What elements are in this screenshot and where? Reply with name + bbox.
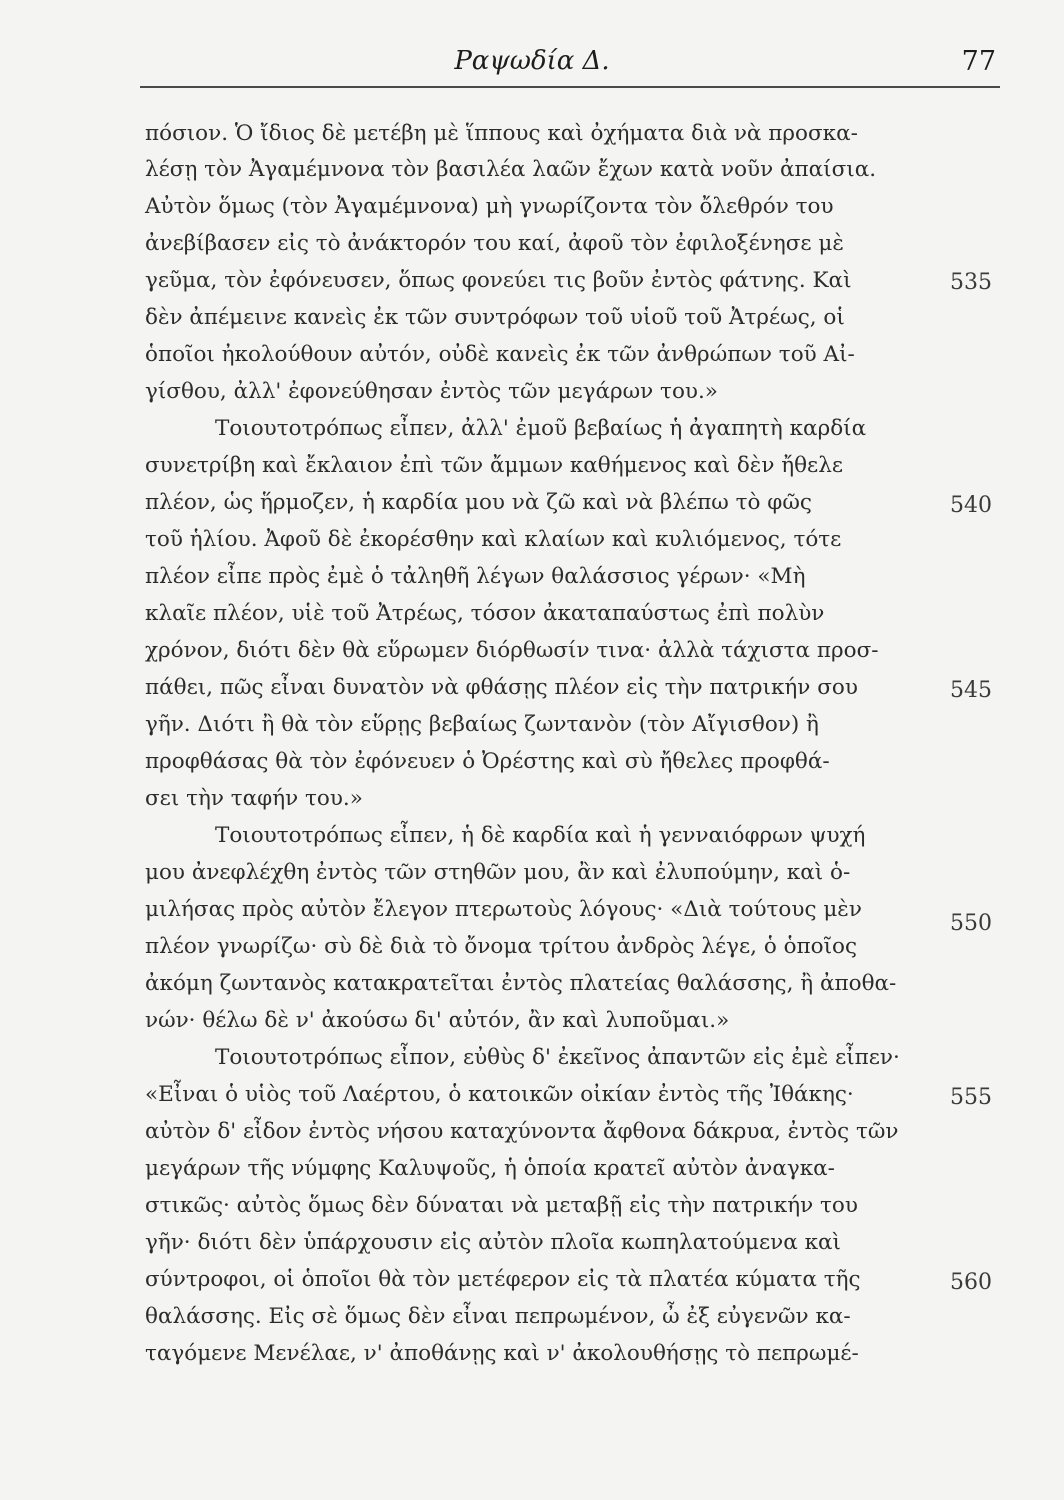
text-line: σύντροφοι, οἱ ὁποῖοι θὰ τὸν μετέφερον εἰς τὰ πλατέα κύματα τῆς <box>145 1267 861 1292</box>
text-line: τοῦ ἡλίου. Ἀφοῦ δὲ ἐκορέσθην καὶ κλαίων καὶ κυλιόμενος, τότε <box>145 527 842 552</box>
text-line: λέσῃ τὸν Ἀγαμέμνονα τὸν βασιλέα λαῶν ἔχων κατὰ νοῦν ἀπαίσια. <box>145 157 877 182</box>
text-line: θαλάσσης. Εἰς σὲ ὅμως δὲν εἶναι πεπρωμένον, ὦ ἐξ εὐγενῶν κα- <box>145 1304 851 1329</box>
text-line: μιλήσας πρὸς αὐτὸν ἔλεγον πτερωτοὺς λόγους· «Διὰ τούτους μὲν <box>145 897 862 922</box>
text-line: Τοιουτοτρόπως εἶπεν, ἡ δὲ καρδία καὶ ἡ γενναιόφρων ψυχή <box>215 823 866 848</box>
text-line: γῆν. Διότι ἢ θὰ τὸν εὕρῃς βεβαίως ζωντανὸν (τὸν Αἴγισθον) ἢ <box>145 712 819 737</box>
text-line: πόσιον. Ὁ ἴδιος δὲ μετέβη μὲ ἵππους καὶ ὀχήματα διὰ νὰ προσκα- <box>145 121 858 146</box>
text-line: ἀνεβίβασεν εἰς τὸ ἀνάκτορόν του καί, ἀφοῦ τὸν ἐφιλοξένησε μὲ <box>145 231 844 256</box>
text-line: κλαῖε πλέον, υἱὲ τοῦ Ἀτρέως, τόσον ἀκαταπαύστως ἐπὶ πολὺν <box>145 601 825 626</box>
text-line: πλέον εἶπε πρὸς ἐμὲ ὁ τἀληθῆ λέγων θαλάσσιος γέρων· «Μὴ <box>145 564 806 589</box>
text-line: γίσθου, ἀλλ' ἐφονεύθησαν ἐντὸς τῶν μεγάρων του.» <box>145 379 718 404</box>
text-line: ὁποῖοι ἠκολούθουν αὐτόν, οὐδὲ κανεὶς ἐκ τῶν ἀνθρώπων τοῦ Αἰ- <box>145 342 855 367</box>
text-line: στικῶς· αὐτὸς ὅμως δὲν δύναται νὰ μεταβῇ εἰς τὴν πατρικήν του <box>145 1193 858 1218</box>
line-number: 560 <box>950 1270 992 1295</box>
text-line: πάθει, πῶς εἶναι δυνατὸν νὰ φθάσῃς πλέον εἰς τὴν πατρικήν σου <box>145 675 858 700</box>
text-line: αὐτὸν δ' εἶδον ἐντὸς νήσου καταχύνοντα ἄφθονα δάκρυα, ἐντὸς τῶν <box>145 1119 899 1144</box>
text-line: Τοιουτοτρόπως εἶπον, εὐθὺς δ' ἐκεῖνος ἀπαντῶν εἰς ἐμὲ εἶπεν· <box>215 1045 900 1070</box>
text-line: σει τὴν ταφήν του.» <box>145 786 363 811</box>
line-number: 550 <box>950 911 992 936</box>
text-line: γῆν· διότι δὲν ὑπάρχουσιν εἰς αὐτὸν πλοῖα κωπηλατούμενα καὶ <box>145 1230 841 1255</box>
text-line: Αὐτὸν ὅμως (τὸν Ἀγαμέμνονα) μὴ γνωρίζοντα τὸν ὄλεθρόν του <box>145 194 834 219</box>
running-title: Ραψωδία Δ. <box>454 46 610 76</box>
text-line: νών· θέλω δὲ ν' ἀκούσω δι' αὐτόν, ἂν καὶ λυποῦμαι.» <box>145 1008 730 1033</box>
text-line: χρόνον, διότι δὲν θὰ εὕρωμεν διόρθωσίν τινα· ἀλλὰ τάχιστα προσ- <box>145 638 879 663</box>
header-rule <box>140 86 1000 88</box>
text-line: Τοιουτοτρόπως εἶπεν, ἀλλ' ἐμοῦ βεβαίως ἡ ἀγαπητὴ καρδία <box>215 416 867 441</box>
text-line: γεῦμα, τὸν ἐφόνευσεν, ὅπως φονεύει τις βοῦν ἐντὸς φάτνης. Καὶ <box>145 268 852 293</box>
page-number: 77 <box>961 46 996 77</box>
text-line: μεγάρων τῆς νύμφης Καλυψοῦς, ἡ ὁποία κρατεῖ αὐτὸν ἀναγκα- <box>145 1156 835 1181</box>
text-line: προφθάσας θὰ τὸν ἐφόνευεν ὁ Ὀρέστης καὶ σὺ ἤθελες προφθά- <box>145 749 830 774</box>
text-line: πλέον, ὡς ἥρμοζεν, ἡ καρδία μου νὰ ζῶ καὶ νὰ βλέπω τὸ φῶς <box>145 490 812 515</box>
line-number: 555 <box>950 1085 992 1110</box>
text-line: μου ἀνεφλέχθη ἐντὸς τῶν στηθῶν μου, ἂν καὶ ἐλυπούμην, καὶ ὁ- <box>145 860 851 885</box>
text-line: ταγόμενε Μενέλαε, ν' ἀποθάνῃς καὶ ν' ἀκολουθήσῃς τὸ πεπρωμέ- <box>145 1341 859 1366</box>
text-line: «Εἶναι ὁ υἱὸς τοῦ Λαέρτου, ὁ κατοικῶν οἰκίαν ἐντὸς τῆς Ἰθάκης· <box>145 1082 854 1107</box>
text-line: συνετρίβη καὶ ἔκλαιον ἐπὶ τῶν ἄμμων καθήμενος καὶ δὲν ἤθελε <box>145 453 843 478</box>
text-line: ἀκόμη ζωντανὸς κατακρατεῖται ἐντὸς πλατείας θαλάσσης, ἢ ἀποθα- <box>145 971 897 996</box>
line-number: 540 <box>950 493 992 518</box>
line-number: 535 <box>950 270 992 295</box>
text-line: πλέον γνωρίζω· σὺ δὲ διὰ τὸ ὄνομα τρίτου ἀνδρὸς λέγε, ὁ ὁποῖος <box>145 934 858 959</box>
text-line: δὲν ἀπέμεινε κανεὶς ἐκ τῶν συντρόφων τοῦ υἱοῦ τοῦ Ἀτρέως, οἱ <box>145 305 845 330</box>
line-number: 545 <box>950 678 992 703</box>
